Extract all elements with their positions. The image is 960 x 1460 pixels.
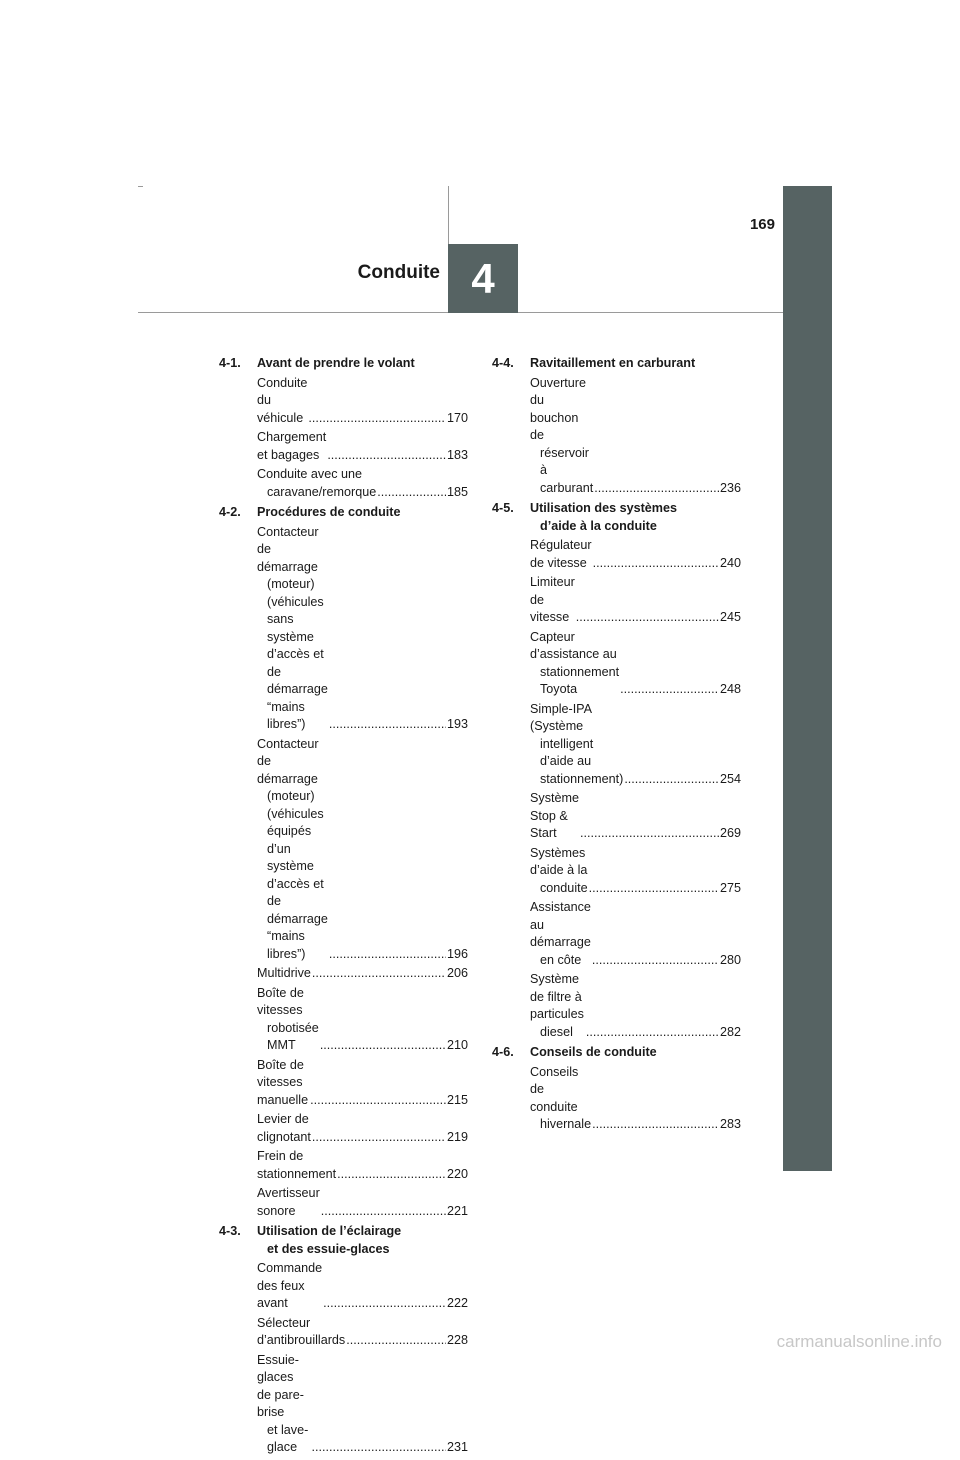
entry-page-number: 231 bbox=[446, 1440, 468, 1454]
entry-title-line: stationnement) bbox=[540, 771, 624, 786]
entry-title-line: diesel bbox=[540, 1024, 573, 1039]
entry-title-line: Multidrive bbox=[257, 966, 311, 980]
page-number: 169 bbox=[749, 216, 775, 233]
entry-title-line: d’un système d’accès et de bbox=[267, 841, 324, 908]
entry-page-number: 185 bbox=[446, 484, 468, 499]
toc-entry-link[interactable] bbox=[257, 1111, 468, 1146]
section-heading bbox=[492, 1044, 741, 1062]
entry-title bbox=[257, 1057, 309, 1110]
entry-title bbox=[257, 985, 319, 1055]
dot-leader bbox=[328, 716, 446, 734]
toc-entry-link[interactable] bbox=[530, 971, 741, 1041]
entry-title bbox=[257, 375, 307, 428]
entry-page-number: 220 bbox=[446, 1166, 468, 1181]
toc-entry-link[interactable] bbox=[257, 375, 468, 428]
entry-page-number: 254 bbox=[719, 771, 741, 786]
dot-leader bbox=[336, 1166, 446, 1184]
entry-title-line: Conseils de conduite bbox=[530, 1064, 579, 1114]
entry-title bbox=[530, 845, 588, 898]
entry-title-line: Boîte de vitesses manuelle bbox=[257, 1057, 309, 1107]
dot-leader bbox=[322, 1295, 446, 1313]
entry-title-line: (moteur) (véhicules sans bbox=[267, 577, 324, 626]
section-title bbox=[257, 355, 468, 373]
toc-entry-link[interactable] bbox=[257, 1260, 468, 1313]
toc-entry-link[interactable] bbox=[530, 701, 741, 789]
toc-section bbox=[492, 500, 741, 1041]
entry-title-line: Frein de stationnement bbox=[257, 1149, 337, 1181]
dot-leader bbox=[592, 555, 719, 573]
dot-leader bbox=[575, 609, 719, 627]
toc-section bbox=[492, 1044, 741, 1134]
toc-entry-link[interactable] bbox=[530, 845, 741, 898]
entry-title bbox=[530, 375, 593, 498]
entry-page-number: 282 bbox=[719, 1024, 741, 1039]
entry-title-line: et lave-glace bbox=[267, 1422, 309, 1454]
section-number: 4-4. bbox=[492, 356, 514, 370]
entry-page-number: 196 bbox=[446, 946, 468, 961]
entry-title bbox=[530, 537, 592, 572]
entry-title-line: Avertisseur sonore bbox=[257, 1186, 320, 1218]
entry-title-line: Systèmes d’aide à la bbox=[530, 845, 588, 877]
section-title-line: et des essuie-glaces bbox=[267, 1241, 390, 1256]
toc-entry-link[interactable] bbox=[257, 524, 468, 734]
toc-entry-link[interactable] bbox=[530, 1064, 741, 1134]
toc-entry-link[interactable] bbox=[257, 1352, 468, 1457]
section-heading bbox=[219, 504, 468, 522]
dot-leader bbox=[309, 1092, 446, 1110]
entry-title bbox=[530, 629, 619, 699]
dot-leader bbox=[588, 880, 719, 898]
section-title-line: Utilisation des systèmes bbox=[530, 501, 677, 515]
entry-title-line: Levier de clignotant bbox=[257, 1112, 311, 1144]
entry-title-line: Essuie-glaces de pare-brise bbox=[257, 1352, 304, 1419]
entry-title-line: stationnement Toyota bbox=[540, 664, 620, 696]
toc-section bbox=[219, 504, 468, 1220]
entry-page-number: 248 bbox=[719, 682, 741, 696]
dot-leader bbox=[585, 1024, 719, 1042]
dot-leader bbox=[376, 484, 446, 502]
entry-title-line: système d’accès et de bbox=[267, 629, 324, 679]
section-number: 4-6. bbox=[492, 1045, 514, 1059]
entry-page-number: 193 bbox=[446, 717, 468, 731]
entry-title-line: robotisée MMT bbox=[267, 1020, 319, 1052]
section-heading bbox=[219, 355, 468, 373]
toc-entry-link[interactable] bbox=[530, 629, 741, 699]
entry-title bbox=[257, 1111, 311, 1146]
section-title bbox=[257, 1223, 468, 1258]
entry-title-line: Assistance au démarrage bbox=[530, 900, 591, 949]
toc-entry-link[interactable] bbox=[530, 790, 741, 843]
toc-section bbox=[492, 355, 741, 497]
dot-leader bbox=[328, 946, 446, 964]
entry-title-line: Boîte de vitesses bbox=[257, 985, 304, 1017]
entry-title-line: démarrage “mains libres”) bbox=[267, 682, 328, 731]
entry-title-line: démarrage “mains libres”) bbox=[267, 911, 328, 961]
entry-page-number: 269 bbox=[719, 826, 741, 840]
toc-entry-link[interactable] bbox=[257, 1148, 468, 1183]
toc-entry-link[interactable] bbox=[530, 375, 741, 498]
section-title-line: Utilisation de l’éclairage bbox=[257, 1224, 402, 1238]
watermark-text: carmanualsonline.info bbox=[776, 1332, 942, 1351]
entry-title-line: Ouverture du bouchon de bbox=[530, 375, 586, 442]
section-title bbox=[530, 355, 741, 373]
entry-title-line: Régulateur de vitesse bbox=[530, 538, 592, 570]
entry-title-line: caravane/remorque bbox=[267, 484, 377, 499]
section-title-line: Ravitaillement en carburant bbox=[530, 356, 696, 370]
toc-entry-link[interactable] bbox=[257, 1185, 468, 1220]
toc-entry-link[interactable] bbox=[257, 466, 468, 501]
entry-page-number: 215 bbox=[446, 1092, 468, 1107]
entry-title bbox=[257, 965, 311, 983]
entry-page-number: 219 bbox=[446, 1129, 468, 1144]
section-title bbox=[530, 1044, 741, 1062]
section-title bbox=[257, 504, 468, 522]
dot-leader bbox=[623, 771, 719, 789]
entry-title-line: Sélecteur d’antibrouillards bbox=[257, 1315, 346, 1347]
section-title-line: Avant de prendre le volant bbox=[257, 356, 415, 370]
entry-page-number: 221 bbox=[446, 1203, 468, 1218]
entry-title bbox=[530, 899, 591, 969]
chapter-title: Conduite bbox=[357, 262, 440, 283]
entry-title bbox=[257, 736, 328, 964]
section-number: 4-1. bbox=[219, 356, 241, 370]
section-title-line: Conseils de conduite bbox=[530, 1045, 657, 1059]
entry-title-line: Capteur d’assistance au bbox=[530, 629, 617, 661]
entry-title-line: réservoir à carburant bbox=[540, 445, 594, 495]
toc-column-right bbox=[492, 355, 741, 1137]
dot-leader bbox=[619, 681, 719, 699]
toc-entry-link[interactable] bbox=[257, 429, 468, 464]
dot-leader bbox=[319, 1037, 446, 1055]
entry-page-number: 275 bbox=[719, 880, 741, 895]
entry-page-number: 236 bbox=[719, 480, 741, 495]
entry-title bbox=[530, 1064, 591, 1134]
entry-title-line: Simple-IPA (Système bbox=[530, 701, 592, 733]
toc-entry-link[interactable] bbox=[257, 1057, 468, 1110]
entry-page-number: 228 bbox=[446, 1333, 468, 1347]
section-number: 4-5. bbox=[492, 501, 514, 515]
section-title-line: d’aide à la conduite bbox=[540, 518, 657, 533]
crop-mark bbox=[138, 186, 143, 187]
toc-entry-link[interactable] bbox=[257, 985, 468, 1055]
entry-title-line: Chargement et bagages bbox=[257, 430, 327, 462]
entry-title-line: Contacteur de démarrage bbox=[257, 524, 319, 574]
entry-title bbox=[257, 1260, 322, 1313]
toc-entry-link[interactable] bbox=[257, 965, 468, 983]
entry-title-line: hivernale bbox=[540, 1117, 592, 1131]
entry-page-number: 206 bbox=[446, 966, 468, 980]
entry-title-line: Commande des feux avant bbox=[257, 1261, 323, 1310]
entry-title-line: Contacteur de démarrage bbox=[257, 736, 319, 786]
section-number: 4-3. bbox=[219, 1224, 241, 1238]
entry-title-line: Conduite du véhicule bbox=[257, 375, 308, 425]
dot-leader bbox=[307, 410, 446, 428]
entry-title-line: intelligent d’aide au bbox=[540, 736, 594, 768]
toc-entry-link[interactable] bbox=[530, 574, 741, 627]
dot-leader bbox=[311, 965, 446, 983]
section-heading bbox=[492, 500, 741, 535]
chapter-number-badge: 4 bbox=[448, 244, 518, 313]
dot-leader bbox=[591, 952, 719, 970]
entry-page-number: 240 bbox=[719, 555, 741, 570]
entry-title-line: Limiteur de vitesse bbox=[530, 575, 575, 624]
dot-leader bbox=[311, 1439, 446, 1457]
dot-leader bbox=[320, 1203, 446, 1221]
section-title-line: Procédures de conduite bbox=[257, 505, 401, 519]
entry-page-number: 283 bbox=[719, 1117, 741, 1131]
chapter-side-tab bbox=[783, 186, 832, 1171]
toc-section bbox=[219, 355, 468, 501]
entry-page-number: 170 bbox=[446, 410, 468, 425]
section-number: 4-2. bbox=[219, 505, 241, 519]
section-heading bbox=[219, 1223, 468, 1258]
dot-leader bbox=[593, 480, 719, 498]
dot-leader bbox=[591, 1116, 719, 1134]
toc-entry-link[interactable] bbox=[530, 899, 741, 969]
entry-page-number: 245 bbox=[719, 610, 741, 624]
entry-title-line: (moteur) (véhicules équipés bbox=[267, 789, 324, 838]
toc-column-left bbox=[219, 355, 468, 1460]
entry-title bbox=[530, 971, 585, 1041]
entry-title bbox=[257, 466, 376, 501]
entry-title bbox=[257, 1148, 336, 1183]
dot-leader bbox=[579, 825, 719, 843]
entry-title-line: Conduite avec une bbox=[257, 467, 363, 481]
entry-page-number: 222 bbox=[446, 1296, 468, 1310]
entry-title bbox=[530, 574, 575, 627]
entry-title bbox=[257, 429, 326, 464]
entry-page-number: 183 bbox=[446, 447, 468, 462]
section-heading bbox=[492, 355, 741, 373]
entry-page-number: 210 bbox=[446, 1038, 468, 1052]
entry-title bbox=[257, 1352, 311, 1457]
entry-title bbox=[530, 701, 623, 789]
toc-entry-link[interactable] bbox=[257, 736, 468, 964]
entry-title bbox=[257, 524, 328, 734]
section-title bbox=[530, 500, 741, 535]
dot-leader bbox=[311, 1129, 446, 1147]
entry-page-number: 280 bbox=[719, 952, 741, 967]
entry-title-line: Système Stop & Start bbox=[530, 791, 579, 840]
toc-entry-link[interactable] bbox=[530, 537, 741, 572]
entry-title-line: conduite bbox=[540, 880, 588, 895]
dot-leader bbox=[326, 447, 446, 465]
entry-title bbox=[530, 790, 579, 843]
entry-title bbox=[257, 1185, 320, 1220]
entry-title-line: en côte bbox=[540, 952, 582, 967]
entry-title-line: Système de filtre à particules bbox=[530, 972, 584, 1021]
